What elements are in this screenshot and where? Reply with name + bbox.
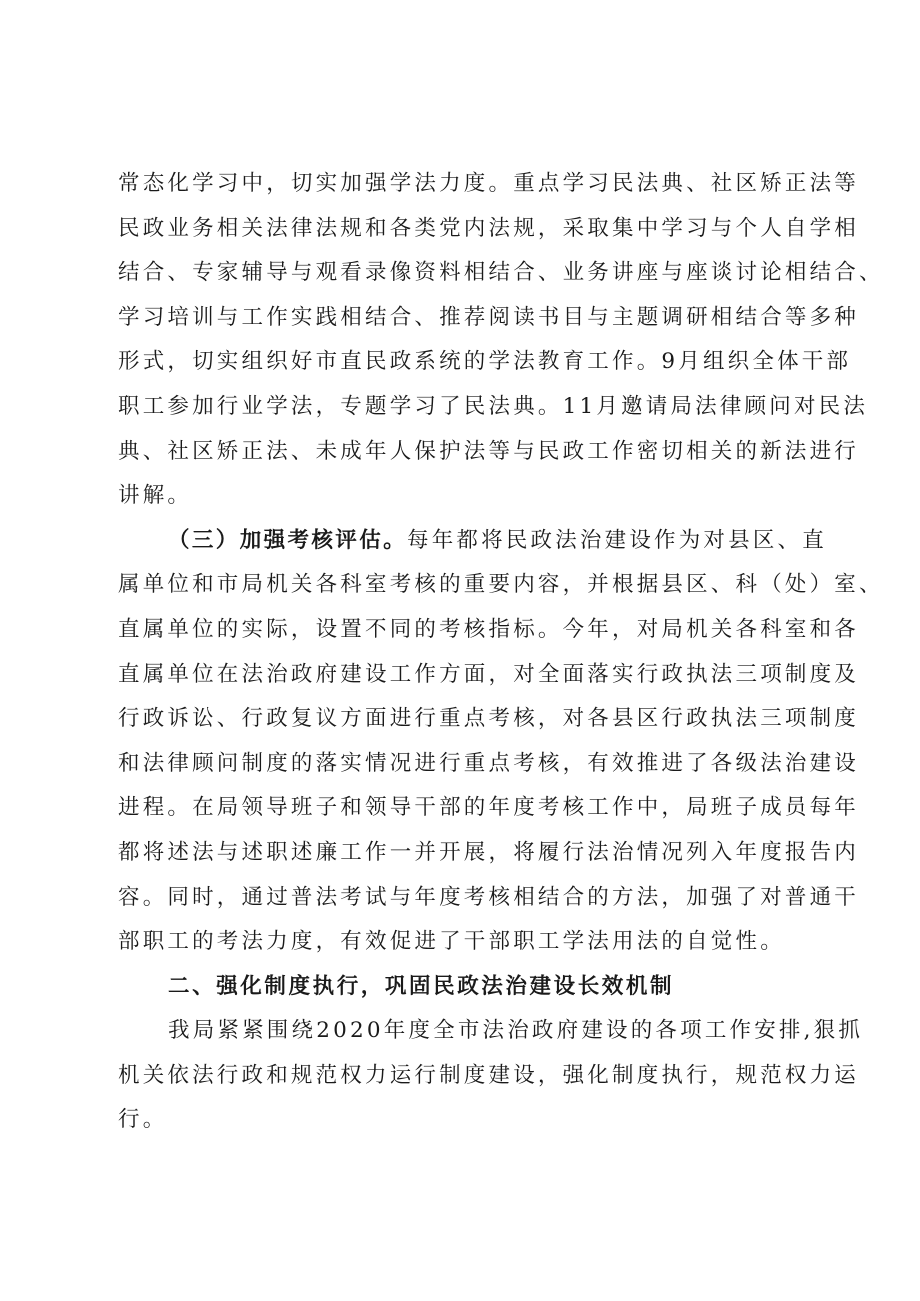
section-heading-2 [118,965,818,1010]
text-line [118,519,827,564]
text-line: 学习培训与工作实践相结合、推荐阅读书目与主题调研相结合等多种 [118,304,860,330]
text-line: 我局紧紧围绕2020年度全市法治政府建设的各项工作安排,狠抓 [168,1018,864,1044]
text-line: 直属单位的实际，设置不同的考核指标。今年，对局机关各科室和各 [118,616,860,642]
text-line: 机关依法行政和规范权力运行制度建设，强化制度执行，规范权力运 [118,1062,860,1088]
text-line: 部职工的考法力度，有效促进了干部职工学法用法的自觉性。 [118,929,785,955]
text-line: 行政诉讼、行政复议方面进行重点考核，对各县区行政执法三项制度 [118,706,860,732]
document-body [118,162,884,1143]
text-line: 和法律顾问制度的落实情况进行重点考核，有效推进了各级法治建设 [118,750,860,776]
text-line: 结合、专家辅导与观看录像资料相结合、业务讲座与座谈讨论相结合、 [118,260,884,286]
text-line: 常态化学习中，切实加强学法力度。重点学习民法典、社区矫正法等 [118,171,860,196]
text-line: 形式，切实组织好市直民政系统的学法教育工作。9月组织全体干部 [118,349,852,375]
text-line: 讲解。 [118,483,193,509]
text-line: 属单位和市局机关各科室考核的重要内容，并根据县区、科（处）室、 [118,572,884,598]
subsection-heading: （三）加强考核评估。 [168,527,408,553]
text-line: 典、社区矫正法、未成年人保护法等与民政工作密切相关的新法进行 [118,438,860,464]
paragraph-assessment [118,519,884,965]
text-line: 职工参加行业学法，专题学习了民法典。11月邀请局法律顾问对民法 [118,393,869,419]
text-line: 进程。在局领导班子和领导干部的年度考核工作中，局班子成员每年 [118,795,860,821]
text-line: 容。同时，通过普法考试与年度考核相结合的方法，加强了对普通干 [118,884,860,910]
text-run: 每年都将民政法治建设作为对县区、直 [407,527,827,553]
section-title: 二、强化制度执行，巩固民政法治建设长效机制 [168,973,675,999]
text-line: 都将述法与述职述廉工作一并开展，将履行法治情况列入年度报告内 [118,839,860,865]
paragraph-study-practice [118,162,884,519]
text-line: 行。 [118,1107,168,1133]
text-line: 民政业务相关法律法规和各类党内法规，采取集中学习与个人自学相 [118,215,860,241]
paragraph-system-execution [118,1009,864,1143]
text-line: 直属单位在法治政府建设工作方面，对全面落实行政执法三项制度及 [118,661,860,687]
